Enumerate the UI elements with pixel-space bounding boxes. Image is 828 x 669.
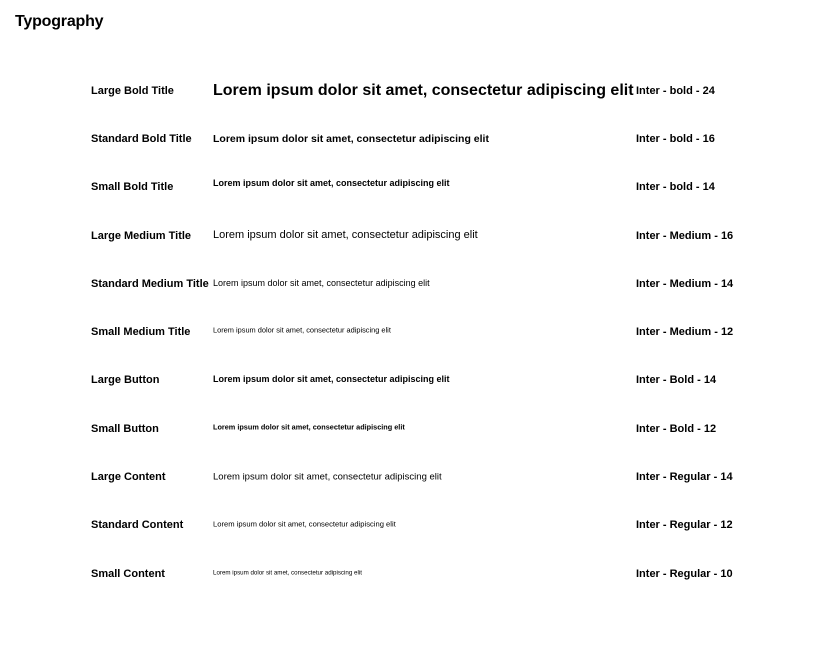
style-spec-label: Inter - Bold - 12 (636, 423, 717, 435)
typography-row-small-medium-title (0, 318, 828, 346)
style-spec-label: Inter - Regular - 14 (636, 471, 733, 483)
style-sample-text: Lorem ipsum dolor sit amet, consectetur adipiscing elit (213, 82, 634, 99)
style-spec-label: Inter - Regular - 10 (636, 568, 733, 580)
style-name-label: Small Button (91, 423, 159, 435)
style-sample-text: Lorem ipsum dolor sit amet, consectetur adipiscing elit (213, 422, 405, 432)
style-name-label: Large Button (91, 374, 160, 386)
style-name-label: Standard Content (91, 519, 184, 531)
style-sample-text: Lorem ipsum dolor sit amet, consectetur adipiscing elit (213, 471, 442, 483)
style-sample-text: Lorem ipsum dolor sit amet, consectetur adipiscing elit (213, 325, 391, 335)
typography-row-large-medium-title (0, 222, 828, 250)
style-spec-label: Inter - Medium - 16 (636, 230, 734, 242)
style-sample-text: Lorem ipsum dolor sit amet, consectetur adipiscing elit (213, 178, 450, 188)
typography-row-large-button (0, 366, 828, 394)
style-sample-text: Lorem ipsum dolor sit amet, consectetur adipiscing elit (213, 569, 362, 577)
style-sample-text: Lorem ipsum dolor sit amet, consectetur adipiscing elit (213, 374, 450, 384)
typography-row-small-button (0, 415, 828, 443)
style-name-label: Small Medium Title (91, 326, 191, 338)
typography-row-large-bold-title (0, 77, 828, 105)
style-name-label: Large Bold Title (91, 85, 174, 97)
typography-row-standard-content (0, 511, 828, 539)
typography-row-standard-bold-title (0, 125, 828, 153)
style-name-label: Large Medium Title (91, 230, 192, 242)
style-name-label: Small Content (91, 568, 165, 580)
style-sample-text: Lorem ipsum dolor sit amet, consectetur adipiscing elit (213, 519, 396, 529)
typography-row-standard-medium-title (0, 270, 828, 298)
typography-row-large-content (0, 463, 828, 491)
style-name-label: Standard Bold Title (91, 133, 192, 145)
page-title: Typography (15, 13, 104, 30)
style-sample-text: Lorem ipsum dolor sit amet, consectetur adipiscing elit (213, 278, 430, 288)
style-spec-label: Inter - Regular - 12 (636, 519, 733, 531)
style-name-label: Large Content (91, 471, 166, 483)
style-name-label: Standard Medium Title (91, 278, 209, 290)
style-spec-label: Inter - Bold - 14 (636, 374, 717, 386)
style-spec-label: Inter - bold - 14 (636, 181, 715, 193)
style-spec-label: Inter - bold - 16 (636, 133, 715, 145)
style-name-label: Small Bold Title (91, 181, 174, 193)
style-spec-label: Inter - Medium - 12 (636, 326, 734, 338)
typography-row-small-content (0, 560, 828, 588)
typography-row-small-bold-title (0, 173, 828, 201)
style-sample-text: Lorem ipsum dolor sit amet, consectetur adipiscing elit (213, 229, 478, 241)
style-sample-text: Lorem ipsum dolor sit amet, consectetur adipiscing elit (213, 133, 489, 145)
style-spec-label: Inter - bold - 24 (636, 85, 715, 97)
style-spec-label: Inter - Medium - 14 (636, 278, 734, 290)
